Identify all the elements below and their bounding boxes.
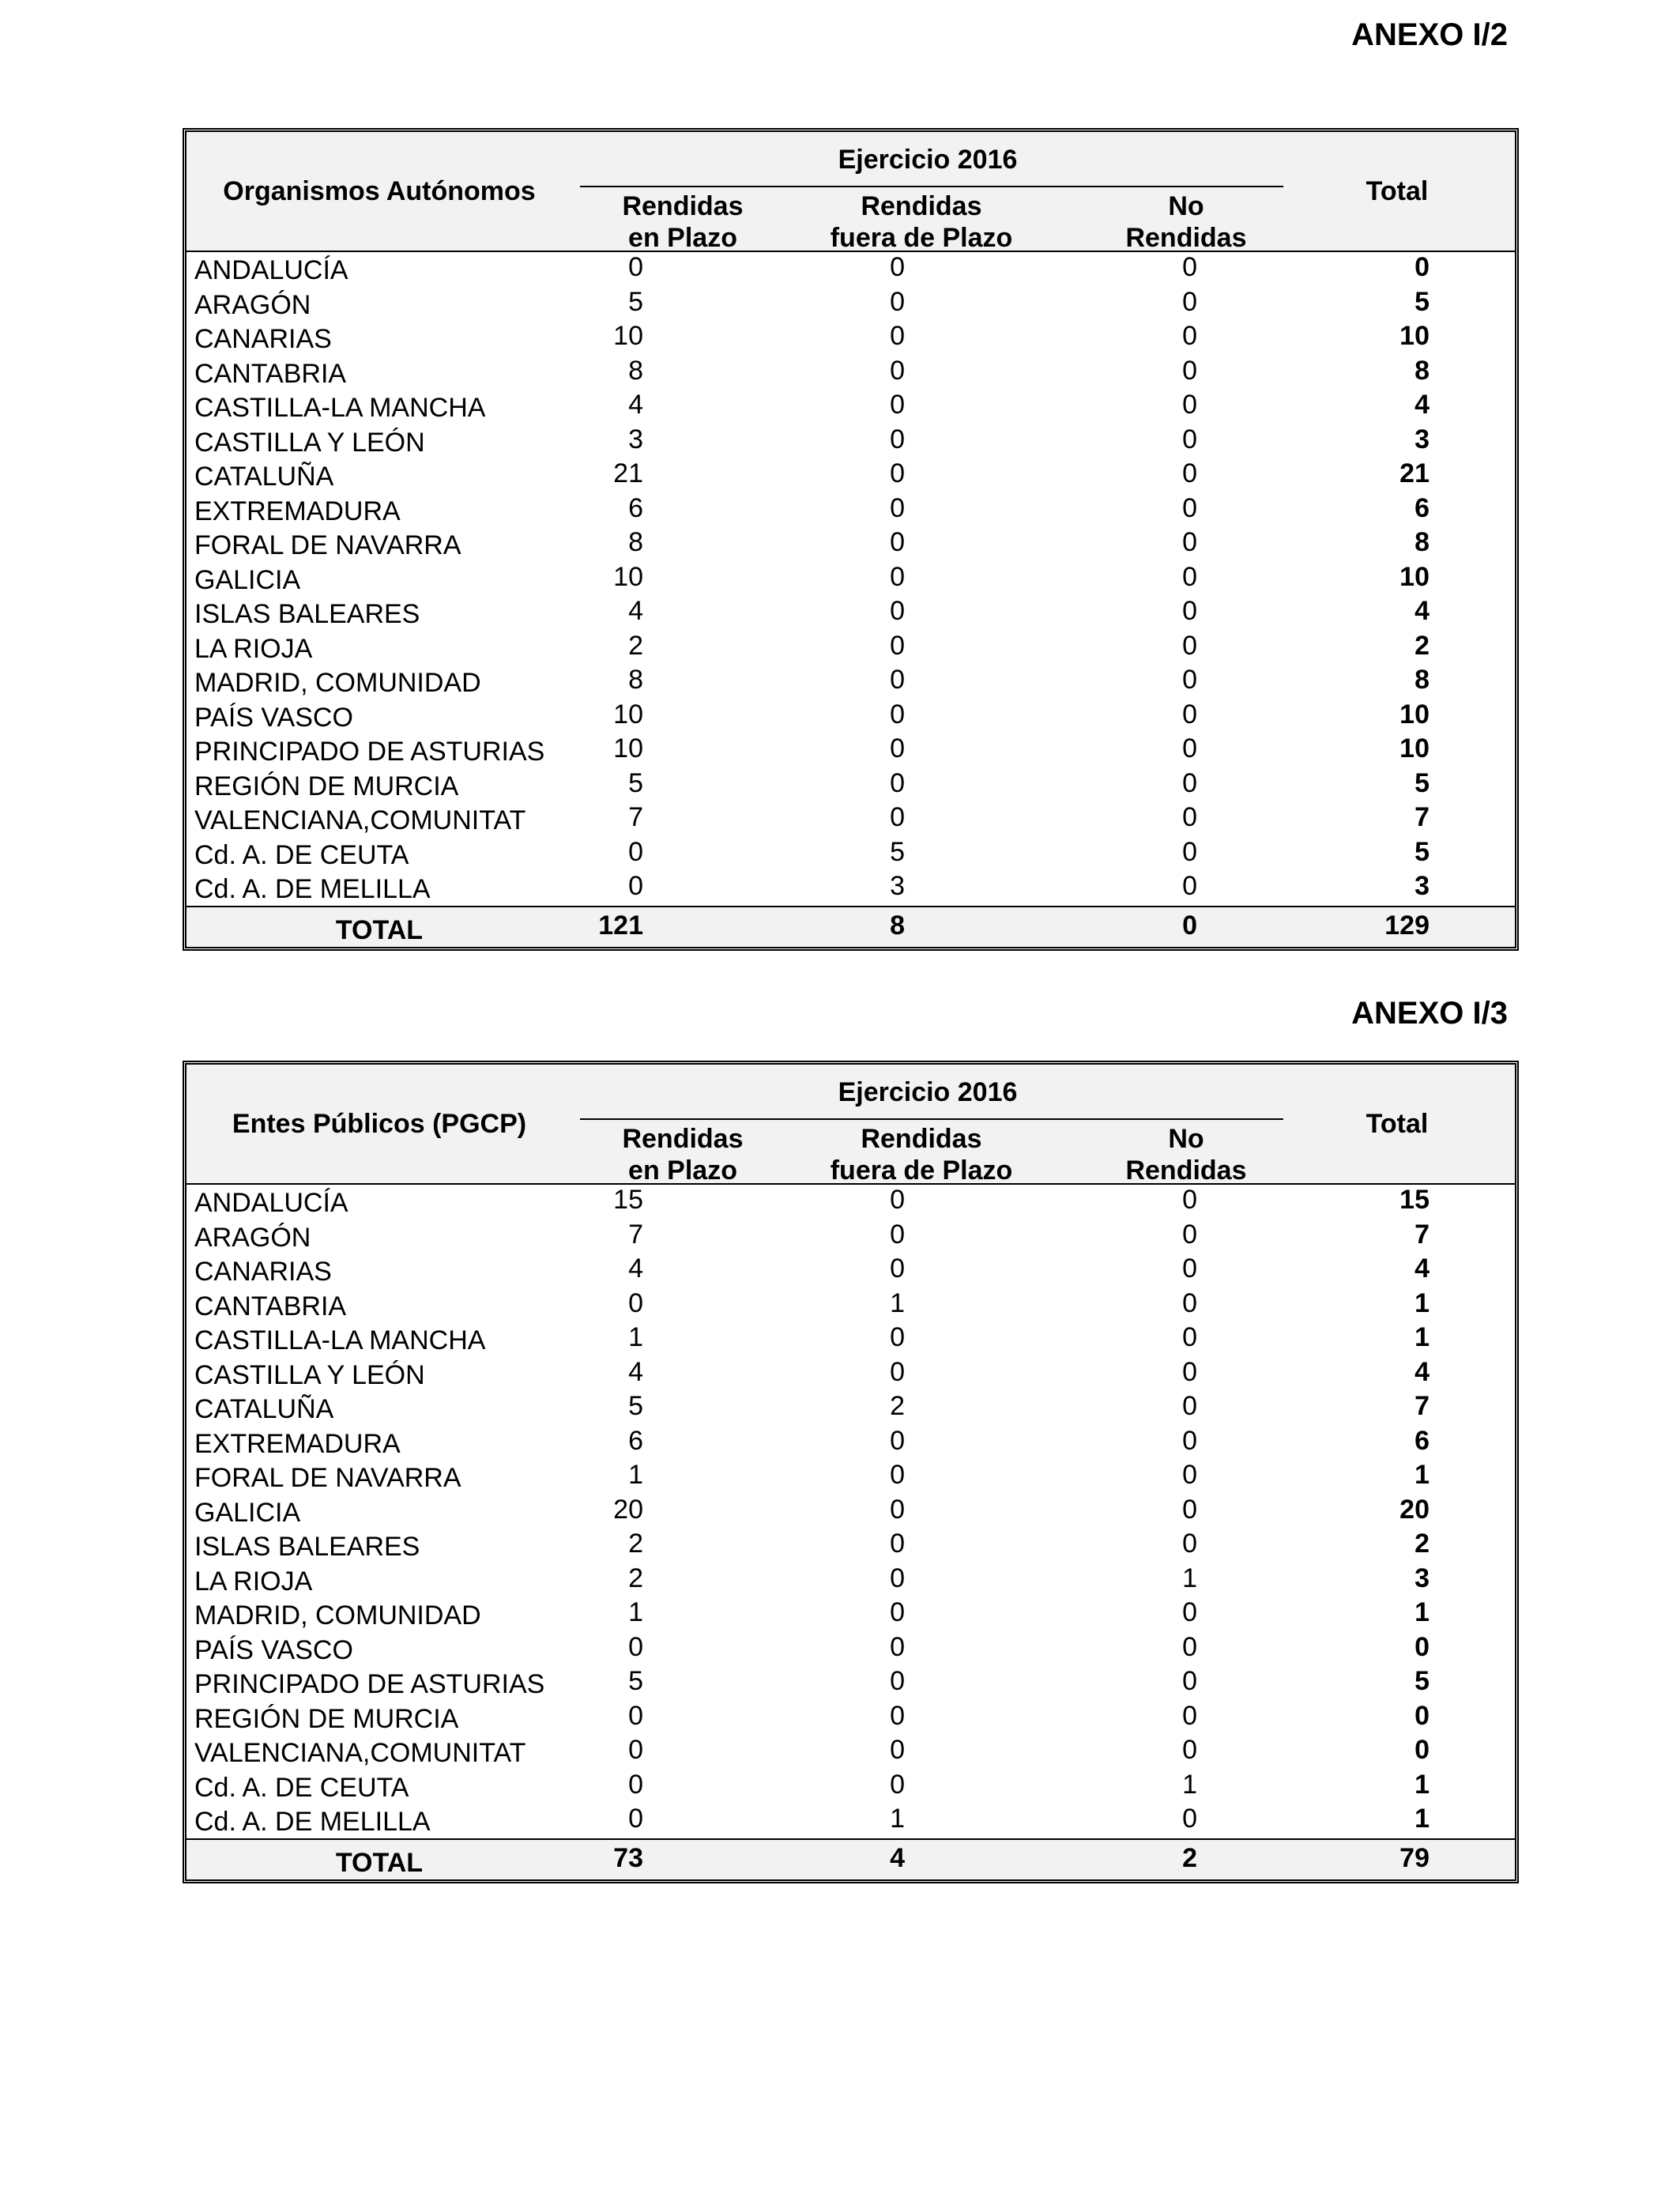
- table-row: [186, 252, 1515, 287]
- cell-value: 0: [1182, 1356, 1197, 1387]
- table-row: [186, 1220, 1515, 1254]
- cell-value: 0: [1414, 252, 1430, 282]
- cell-value: 0: [1182, 1529, 1197, 1559]
- table-row: [186, 390, 1515, 424]
- cell-value: 0: [890, 1769, 905, 1800]
- cell-value: 0: [890, 286, 905, 317]
- cell-value: 1: [1414, 1597, 1430, 1627]
- cell-value: 15: [1399, 1185, 1430, 1215]
- cell-value: 2: [628, 1563, 643, 1593]
- cell-value: 10: [1399, 561, 1430, 592]
- row-label: Cd. A. DE CEUTA: [194, 839, 409, 870]
- column-header-col3: [1095, 1123, 1277, 1186]
- row-label: ISLAS BALEARES: [194, 1532, 420, 1562]
- cell-value: 0: [1182, 802, 1197, 832]
- table-row: [186, 665, 1515, 699]
- cell-value: 1: [628, 1322, 643, 1352]
- row-label: LA RIOJA: [194, 633, 313, 664]
- cell-value: 7: [1414, 1391, 1430, 1421]
- cell-value: 0: [890, 1185, 905, 1215]
- cell-value: 7: [628, 802, 643, 832]
- row-label: VALENCIANA,COMUNITAT: [194, 1738, 526, 1768]
- cell-value: 0: [628, 1804, 643, 1834]
- cell-value: 5: [1414, 836, 1430, 867]
- cell-value: 0: [1182, 596, 1197, 626]
- table-row: [186, 527, 1515, 562]
- table-row: [186, 1770, 1515, 1804]
- total-value: 0: [1182, 910, 1197, 941]
- table-row: [186, 1597, 1515, 1632]
- table-row: [186, 1701, 1515, 1736]
- cell-value: 8: [1414, 665, 1430, 695]
- cell-value: 5: [1414, 1666, 1430, 1696]
- header-label: Entes Públicos (PGCP): [232, 1109, 527, 1139]
- row-label: FORAL DE NAVARRA: [194, 530, 461, 560]
- cell-value: 0: [1182, 1253, 1197, 1284]
- row-label: PRINCIPADO DE ASTURIAS: [194, 1669, 545, 1699]
- cell-value: 2: [1414, 1529, 1430, 1559]
- cell-value: 0: [890, 527, 905, 557]
- cell-value: 0: [1182, 1666, 1197, 1696]
- cell-value: 0: [890, 1631, 905, 1662]
- column-header-line: No: [1168, 1124, 1204, 1154]
- cell-value: 5: [628, 767, 643, 798]
- cell-value: 0: [890, 561, 905, 592]
- table-row: [186, 458, 1515, 493]
- cell-value: 0: [1182, 733, 1197, 763]
- cell-value: 2: [628, 630, 643, 661]
- table-row: [186, 768, 1515, 803]
- table-row: [186, 1632, 1515, 1667]
- row-label: CATALUÑA: [194, 1394, 334, 1424]
- cell-value: 10: [1399, 321, 1430, 351]
- cell-value: 1: [1414, 1460, 1430, 1490]
- cell-value: 1: [890, 1804, 905, 1834]
- table-row: [186, 733, 1515, 768]
- row-label: CASTILLA-LA MANCHA: [194, 393, 486, 423]
- cell-value: 3: [1414, 871, 1430, 901]
- cell-value: 0: [1182, 321, 1197, 351]
- cell-value: 10: [1399, 733, 1430, 763]
- cell-value: 0: [890, 1597, 905, 1627]
- column-header-line: fuera de Plazo: [830, 223, 1013, 253]
- cell-value: 0: [1182, 1391, 1197, 1421]
- column-header-col1: [604, 1123, 762, 1186]
- cell-value: 8: [628, 527, 643, 557]
- cell-value: 0: [1182, 561, 1197, 592]
- cell-value: 5: [1414, 767, 1430, 798]
- cell-value: 0: [628, 252, 643, 282]
- table-row: [186, 1495, 1515, 1529]
- total-value: 79: [1399, 1842, 1430, 1873]
- cell-value: 8: [628, 665, 643, 695]
- cell-value: 0: [1182, 355, 1197, 386]
- cell-value: 0: [890, 492, 905, 523]
- row-label: GALICIA: [194, 564, 301, 595]
- total-label: TOTAL: [335, 1847, 424, 1878]
- row-label: MADRID, COMUNIDAD: [194, 1600, 481, 1630]
- cell-value: 4: [628, 1253, 643, 1284]
- cell-value: 0: [1182, 1735, 1197, 1765]
- cell-value: 0: [1182, 527, 1197, 557]
- cell-value: 0: [1182, 424, 1197, 454]
- table-row: [186, 837, 1515, 872]
- group-label: Ejercicio 2016: [838, 1077, 1018, 1107]
- row-label: CANARIAS: [194, 324, 332, 354]
- cell-value: 0: [890, 1460, 905, 1490]
- column-header-col1: [604, 190, 762, 254]
- cell-value: 2: [1414, 630, 1430, 661]
- cell-value: 0: [890, 630, 905, 661]
- cell-value: 1: [1414, 1322, 1430, 1352]
- row-label: PRINCIPADO DE ASTURIAS: [194, 737, 545, 767]
- cell-value: 0: [1182, 1597, 1197, 1627]
- cell-value: 0: [890, 355, 905, 386]
- cell-value: 0: [628, 871, 643, 901]
- cell-value: 6: [628, 1425, 643, 1456]
- cell-value: 0: [628, 836, 643, 867]
- cell-value: 15: [613, 1185, 643, 1215]
- table-row: [186, 1460, 1515, 1495]
- total-value: 73: [613, 1842, 643, 1873]
- cell-value: 0: [890, 1253, 905, 1284]
- column-header-line: Rendidas: [1125, 1155, 1247, 1186]
- row-label: EXTREMADURA: [194, 496, 401, 526]
- total-row: [186, 1838, 1515, 1879]
- cell-value: 0: [628, 1631, 643, 1662]
- table-row: [186, 802, 1515, 837]
- cell-value: 0: [890, 596, 905, 626]
- cell-value: 0: [1182, 286, 1197, 317]
- row-label: ANDALUCÍA: [194, 1188, 348, 1218]
- cell-value: 21: [613, 458, 643, 488]
- row-label: Cd. A. DE MELILLA: [194, 1807, 431, 1837]
- row-label: MADRID, COMUNIDAD: [194, 668, 481, 698]
- group-rule: [580, 186, 1283, 187]
- row-label: CATALUÑA: [194, 462, 334, 492]
- column-header-line: Rendidas: [1125, 223, 1247, 253]
- table-row: [186, 1322, 1515, 1357]
- table-row: [186, 1666, 1515, 1701]
- cell-value: 0: [890, 699, 905, 729]
- cell-value: 6: [1414, 1425, 1430, 1456]
- row-label: ISLAS BALEARES: [194, 599, 420, 629]
- cell-value: 20: [1399, 1494, 1430, 1525]
- cell-value: 0: [1182, 767, 1197, 798]
- cell-value: 2: [628, 1529, 643, 1559]
- row-label: CANARIAS: [194, 1257, 332, 1287]
- cell-value: 0: [1182, 458, 1197, 488]
- row-label: Cd. A. DE CEUTA: [194, 1772, 409, 1803]
- row-label: Cd. A. DE MELILLA: [194, 874, 431, 904]
- row-label: EXTREMADURA: [194, 1428, 401, 1459]
- column-header-col2: [803, 190, 1040, 254]
- table-row: [186, 1735, 1515, 1770]
- table-row: [186, 1563, 1515, 1598]
- cell-value: 4: [628, 390, 643, 420]
- cell-value: 0: [628, 1735, 643, 1765]
- table-row: [186, 596, 1515, 631]
- column-header-line: en Plazo: [628, 223, 737, 253]
- cell-value: 3: [1414, 1563, 1430, 1593]
- table-row: [186, 871, 1515, 906]
- cell-value: 0: [628, 1769, 643, 1800]
- cell-value: 0: [890, 1529, 905, 1559]
- table-row: [186, 1253, 1515, 1288]
- cell-value: 0: [1182, 630, 1197, 661]
- cell-value: 4: [1414, 390, 1430, 420]
- table-row: [186, 1288, 1515, 1323]
- table-row: [186, 1804, 1515, 1838]
- table-row: [186, 424, 1515, 459]
- table-entes-publicos: [183, 1061, 1519, 1883]
- cell-value: 0: [890, 1735, 905, 1765]
- cell-value: 0: [890, 733, 905, 763]
- cell-value: 10: [613, 733, 643, 763]
- table-row: [186, 1185, 1515, 1220]
- row-label: FORAL DE NAVARRA: [194, 1463, 461, 1493]
- cell-value: 0: [890, 252, 905, 282]
- total-value: 4: [890, 1842, 905, 1873]
- cell-value: 0: [1182, 1700, 1197, 1731]
- cell-value: 0: [890, 1219, 905, 1250]
- cell-value: 5: [628, 286, 643, 317]
- cell-value: 0: [1182, 1494, 1197, 1525]
- cell-value: 0: [890, 1666, 905, 1696]
- column-header-line: Rendidas: [622, 191, 744, 221]
- row-label: CASTILLA Y LEÓN: [194, 427, 425, 458]
- cell-value: 0: [890, 767, 905, 798]
- cell-value: 7: [628, 1219, 643, 1250]
- cell-value: 4: [1414, 596, 1430, 626]
- cell-value: 1: [628, 1460, 643, 1490]
- cell-value: 5: [890, 836, 905, 867]
- column-header-line: Rendidas: [861, 191, 982, 221]
- table-row: [186, 321, 1515, 356]
- cell-value: 0: [628, 1287, 643, 1318]
- row-label: LA RIOJA: [194, 1566, 313, 1596]
- header-label: Organismos Autónomos: [223, 176, 536, 206]
- row-label: REGIÓN DE MURCIA: [194, 771, 459, 801]
- row-label: CANTABRIA: [194, 1291, 347, 1321]
- table-row: [186, 1426, 1515, 1461]
- cell-value: 5: [1414, 286, 1430, 317]
- table-row: [186, 562, 1515, 597]
- row-label: ANDALUCÍA: [194, 255, 348, 285]
- cell-value: 21: [1399, 458, 1430, 488]
- column-header-line: No: [1168, 191, 1204, 221]
- cell-value: 0: [1182, 1219, 1197, 1250]
- cell-value: 3: [890, 871, 905, 901]
- cell-value: 10: [613, 699, 643, 729]
- cell-value: 4: [628, 1356, 643, 1387]
- row-label: ARAGÓN: [194, 289, 311, 320]
- cell-value: 4: [628, 596, 643, 626]
- cell-value: 0: [1182, 252, 1197, 282]
- table-row: [186, 356, 1515, 390]
- total-row: [186, 906, 1515, 947]
- cell-value: 6: [628, 492, 643, 523]
- cell-value: 0: [1182, 1631, 1197, 1662]
- row-label: CASTILLA Y LEÓN: [194, 1359, 425, 1390]
- cell-value: 10: [613, 561, 643, 592]
- cell-value: 1: [1182, 1769, 1197, 1800]
- cell-value: 3: [1414, 424, 1430, 454]
- cell-value: 0: [890, 1425, 905, 1456]
- total-value: 129: [1384, 910, 1430, 941]
- table-row: [186, 287, 1515, 322]
- row-label: ARAGÓN: [194, 1222, 311, 1253]
- cell-value: 1: [1414, 1287, 1430, 1318]
- table-header: [186, 132, 1515, 252]
- cell-value: 8: [1414, 355, 1430, 386]
- row-label: PAÍS VASCO: [194, 1634, 353, 1665]
- cell-value: 0: [890, 1356, 905, 1387]
- row-label: GALICIA: [194, 1497, 301, 1528]
- table-header: [186, 1065, 1515, 1185]
- table-row: [186, 1357, 1515, 1392]
- cell-value: 10: [1399, 699, 1430, 729]
- cell-value: 0: [890, 802, 905, 832]
- cell-value: 0: [1182, 665, 1197, 695]
- cell-value: 0: [890, 458, 905, 488]
- column-header-col2: [803, 1123, 1040, 1186]
- cell-value: 0: [1182, 492, 1197, 523]
- cell-value: 7: [1414, 802, 1430, 832]
- cell-value: 0: [890, 1494, 905, 1525]
- cell-value: 0: [1182, 1185, 1197, 1215]
- table-organismos-autonomos: [183, 128, 1519, 951]
- cell-value: 0: [1182, 390, 1197, 420]
- cell-value: 4: [1414, 1253, 1430, 1284]
- anexo-title-2: ANEXO I/3: [1351, 996, 1508, 1031]
- table-row: [186, 631, 1515, 665]
- cell-value: 7: [1414, 1219, 1430, 1250]
- cell-value: 8: [1414, 527, 1430, 557]
- total-value: 2: [1182, 1842, 1197, 1873]
- cell-value: 0: [890, 390, 905, 420]
- cell-value: 0: [1414, 1735, 1430, 1765]
- column-header-col3: [1095, 190, 1277, 254]
- cell-value: 1: [1414, 1769, 1430, 1800]
- cell-value: 0: [1182, 1287, 1197, 1318]
- cell-value: 10: [613, 321, 643, 351]
- cell-value: 0: [1182, 871, 1197, 901]
- row-label: CASTILLA-LA MANCHA: [194, 1325, 486, 1355]
- cell-value: 0: [1182, 699, 1197, 729]
- cell-value: 0: [890, 665, 905, 695]
- row-label: PAÍS VASCO: [194, 702, 353, 733]
- column-header-line: fuera de Plazo: [830, 1155, 1013, 1186]
- total-label: TOTAL: [335, 914, 424, 945]
- cell-value: 0: [1414, 1631, 1430, 1662]
- row-label: REGIÓN DE MURCIA: [194, 1703, 459, 1734]
- total-value: 121: [598, 910, 643, 941]
- table-row: [186, 699, 1515, 734]
- cell-value: 0: [1182, 1322, 1197, 1352]
- total-column-header: Total: [1365, 176, 1429, 206]
- group-label: Ejercicio 2016: [838, 145, 1018, 175]
- table-row: [186, 1391, 1515, 1426]
- cell-value: 0: [890, 424, 905, 454]
- cell-value: 3: [628, 424, 643, 454]
- cell-value: 4: [1414, 1356, 1430, 1387]
- cell-value: 0: [628, 1700, 643, 1731]
- cell-value: 0: [1182, 1804, 1197, 1834]
- cell-value: 0: [890, 321, 905, 351]
- group-rule: [580, 1118, 1283, 1120]
- table-row: [186, 1529, 1515, 1563]
- row-label: VALENCIANA,COMUNITAT: [194, 805, 526, 835]
- total-value: 8: [890, 910, 905, 941]
- cell-value: 6: [1414, 492, 1430, 523]
- row-label: CANTABRIA: [194, 358, 347, 389]
- cell-value: 0: [1182, 1460, 1197, 1490]
- cell-value: 1: [1414, 1804, 1430, 1834]
- cell-value: 8: [628, 355, 643, 386]
- column-header-line: Rendidas: [622, 1124, 744, 1154]
- cell-value: 0: [1414, 1700, 1430, 1731]
- cell-value: 1: [890, 1287, 905, 1318]
- total-column-header: Total: [1365, 1109, 1429, 1139]
- anexo-title-1: ANEXO I/2: [1351, 17, 1508, 52]
- cell-value: 5: [628, 1391, 643, 1421]
- cell-value: 0: [890, 1563, 905, 1593]
- cell-value: 2: [890, 1391, 905, 1421]
- cell-value: 20: [613, 1494, 643, 1525]
- cell-value: 0: [890, 1322, 905, 1352]
- cell-value: 0: [890, 1700, 905, 1731]
- column-header-line: en Plazo: [628, 1155, 737, 1186]
- cell-value: 1: [1182, 1563, 1197, 1593]
- cell-value: 1: [628, 1597, 643, 1627]
- cell-value: 5: [628, 1666, 643, 1696]
- column-header-line: Rendidas: [861, 1124, 982, 1154]
- cell-value: 0: [1182, 836, 1197, 867]
- table-row: [186, 493, 1515, 528]
- cell-value: 0: [1182, 1425, 1197, 1456]
